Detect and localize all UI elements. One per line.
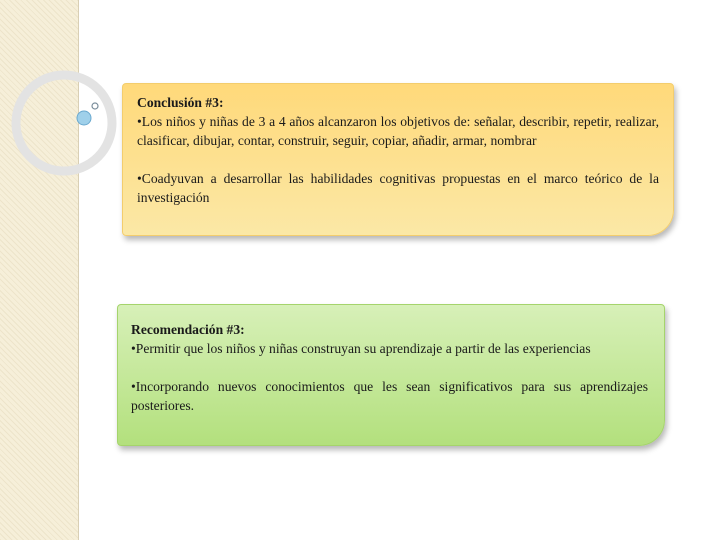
blue-orb-decoration <box>77 111 91 125</box>
recommendation-title: Recomendación #3: <box>131 322 245 337</box>
conclusion-bullet-cognitive-skills: •Coadyuvan a desarrollar las habilidades cognitivas propuestas en el marco teórico de la investigación <box>137 171 659 205</box>
conclusion-bullet-objectives: •Los niños y niñas de 3 a 4 años alcanzaron los objetivos de: señalar, describir, repetir, realizar, clasificar, dibujar, contar, construir, seguir, copiar, añadir, armar, nombrar <box>137 114 659 148</box>
recommendation-bullet-new-knowledge: •Incorporando nuevos conocimientos que les sean significativos para sus aprendizajes posteriores. <box>131 379 648 413</box>
spacer <box>137 150 659 169</box>
decorative-side-band <box>0 0 79 540</box>
recommendation-card <box>117 304 665 446</box>
spacer <box>131 358 648 377</box>
conclusion-title: Conclusión #3: <box>137 95 224 110</box>
small-ring-decoration <box>92 103 98 109</box>
conclusion-card <box>122 83 674 236</box>
recommendation-bullet-experiences: •Permitir que los niños y niñas construyan su aprendizaje a partir de las experiencias <box>131 341 591 356</box>
